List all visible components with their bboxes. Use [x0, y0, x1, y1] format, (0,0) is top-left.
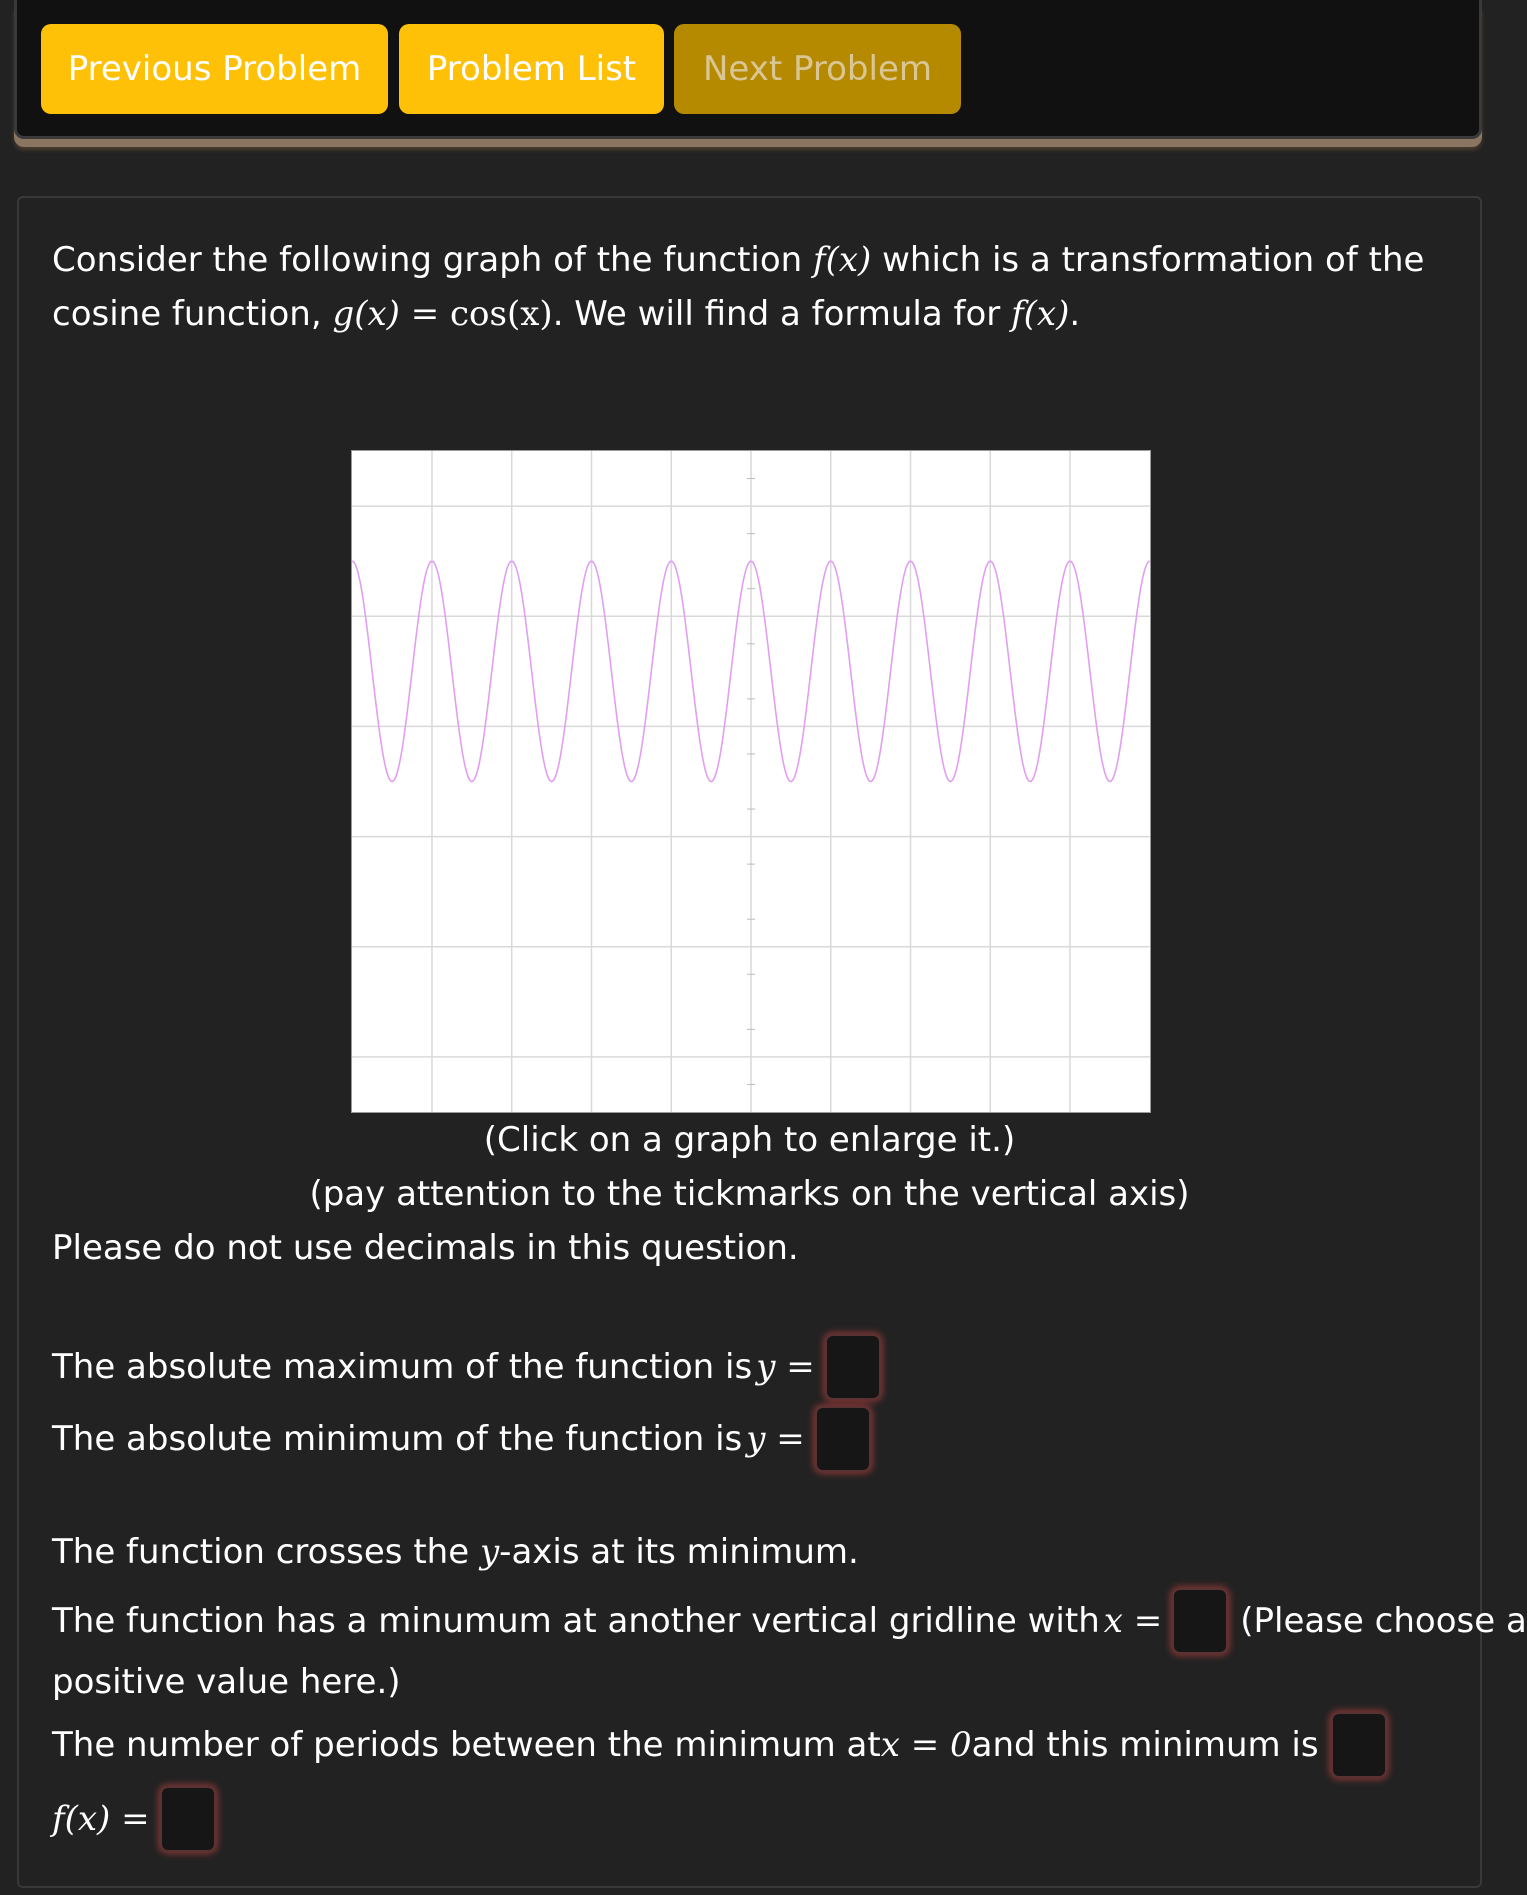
f-of-x-math: f(x): [813, 240, 872, 280]
equals-math: =: [399, 294, 451, 334]
g-of-x-math: g(x): [332, 294, 400, 334]
cross-text-a: The function crosses the: [52, 1532, 480, 1572]
intro-text-1: Consider the following graph of the function: [52, 240, 814, 280]
cross-text-b: -axis at its minimum.: [499, 1532, 859, 1572]
intro-text-3: cosine function,: [52, 294, 333, 334]
periods-text-b: and this minimum is: [971, 1725, 1319, 1765]
graph-caption-tickmarks: (pay attention to the tickmarks on the vertical axis): [309, 1174, 1190, 1214]
y-var-math: y: [479, 1532, 500, 1572]
problem-nav-bar: [14, 0, 1482, 139]
intro-text-4: . We will find a formula for: [552, 294, 1012, 334]
next-problem-button: Next Problem: [674, 24, 961, 114]
problem-body: [17, 196, 1527, 1888]
x-zero-math: x = 0: [880, 1725, 972, 1765]
positive-hint-text: (Please choose a: [1240, 1601, 1527, 1641]
problem-intro-line-2: [52, 294, 1080, 334]
max-answer-input[interactable]: [825, 1334, 881, 1400]
periods-answer-input[interactable]: [1331, 1712, 1387, 1778]
intro-text-2: which is a transformation of the: [871, 240, 1425, 280]
crosses-y-axis-text: [52, 1532, 859, 1572]
x-equals-math: x =: [1103, 1601, 1163, 1641]
formula-answer-input[interactable]: [160, 1786, 216, 1852]
other-minimum-row: [52, 1586, 1527, 1656]
min-answer-input[interactable]: [815, 1406, 871, 1472]
problem-intro-line-1: [52, 240, 1424, 280]
y-equals-math: y =: [756, 1347, 815, 1387]
function-graph[interactable]: [351, 450, 1151, 1113]
cos-x-math: cos(x): [450, 294, 553, 334]
f-of-x-equals-math: f(x) =: [52, 1799, 150, 1839]
positive-hint-continuation: positive value here.): [52, 1662, 401, 1702]
previous-problem-button[interactable]: Previous Problem: [41, 24, 388, 114]
other-minimum-text: The function has a minumum at another vertical gridline with: [52, 1601, 1100, 1641]
min-question-row: [52, 1404, 871, 1474]
periods-question-row: [52, 1710, 1387, 1780]
other-minimum-x-input[interactable]: [1172, 1588, 1228, 1654]
min-question-text: The absolute minimum of the function is: [52, 1419, 743, 1459]
intro-text-5: .: [1069, 294, 1081, 334]
formula-row: [52, 1784, 216, 1854]
problem-list-button[interactable]: Problem List: [399, 24, 664, 114]
y-equals-math-2: y =: [746, 1419, 805, 1459]
periods-text-a: The number of periods between the minimum at: [52, 1725, 881, 1765]
f-of-x-math-2: f(x): [1011, 294, 1070, 334]
max-question-text: The absolute maximum of the function is: [52, 1347, 753, 1387]
graph-caption-enlarge: (Click on a graph to enlarge it.): [483, 1120, 1016, 1160]
instructions-text: Please do not use decimals in this question.: [52, 1228, 799, 1268]
max-question-row: [52, 1332, 881, 1402]
